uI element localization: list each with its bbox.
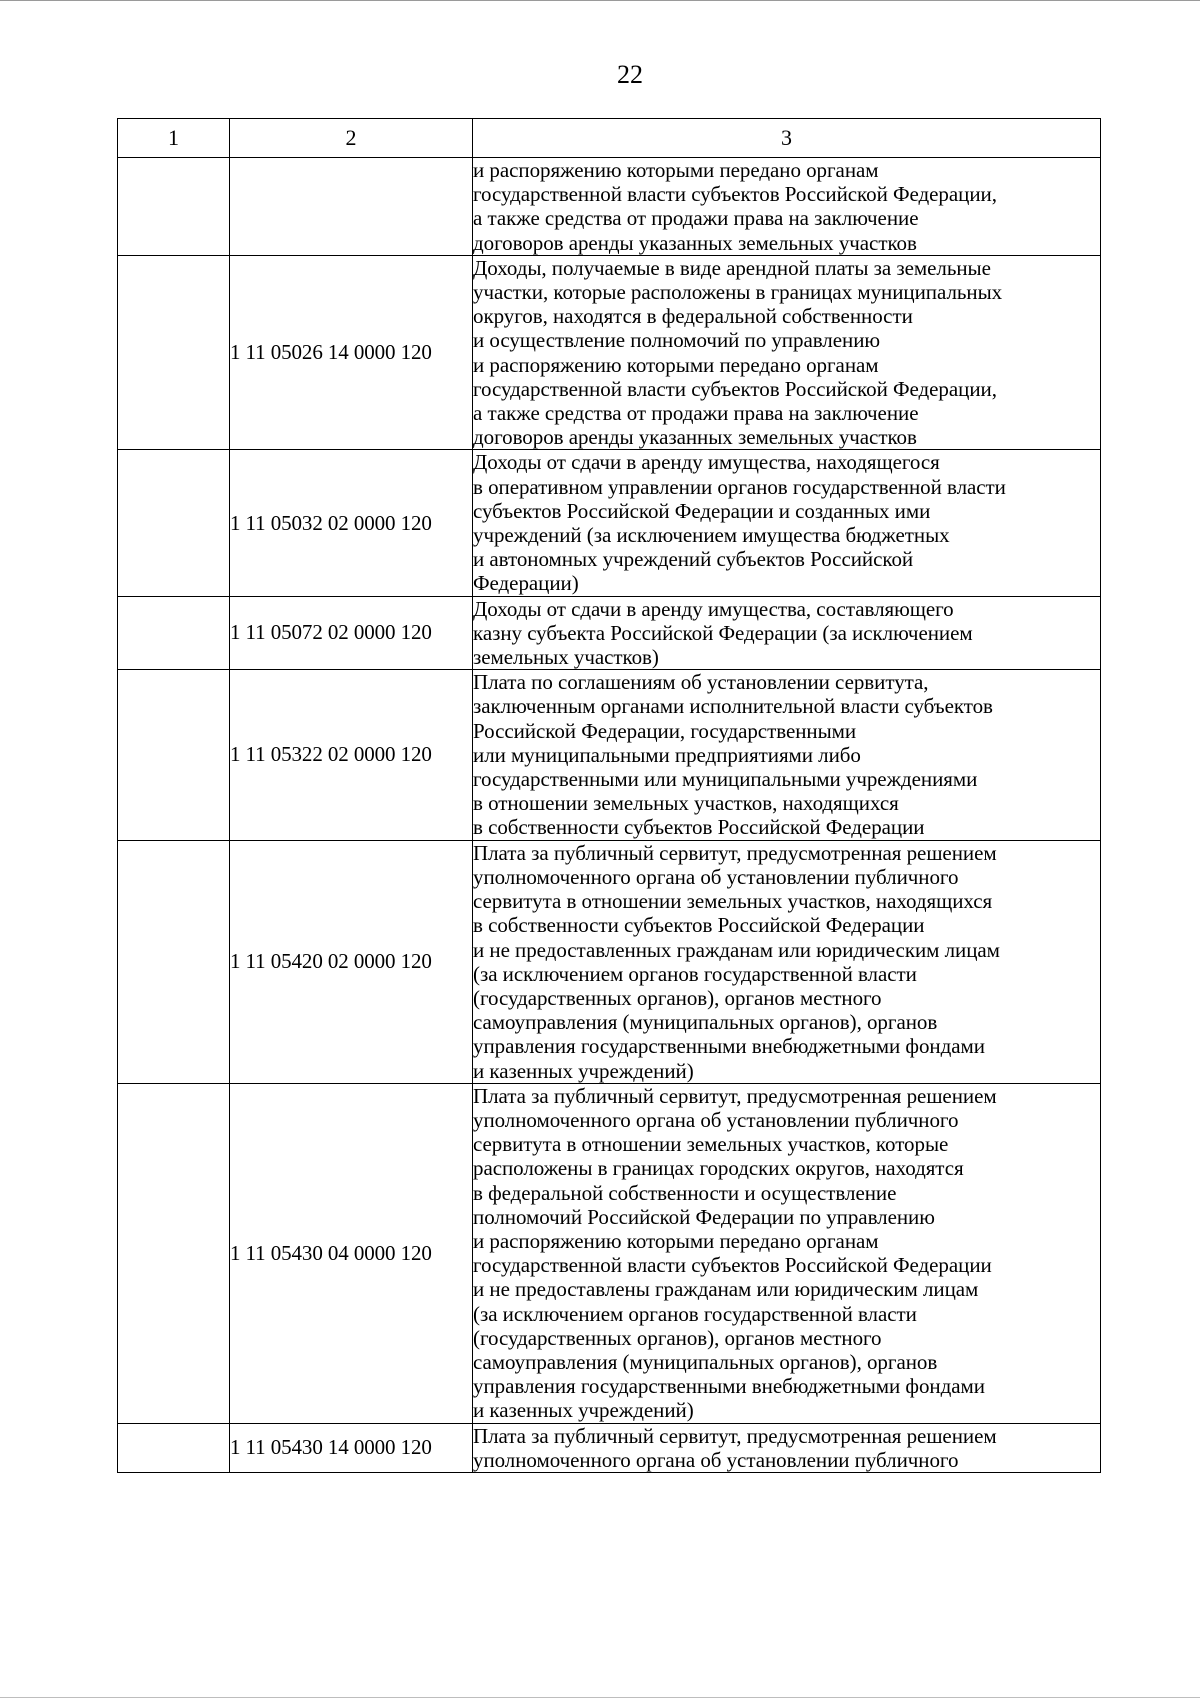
table-row <box>118 158 1101 256</box>
revenue-description: Доходы, получаемые в виде арендной платы за земельные участки, которые расположены в границах муниципальных округов, находятся в федеральной собственности и осуществление полномочий по управлению и распоряжению которыми передано органам государственной власти субъектов Российской Федерации, а также средства от продажи права на заключение договоров аренды указанных земельных участков <box>473 255 1101 450</box>
table-row <box>118 840 1101 1083</box>
revenue-description: Плата за публичный сервитут, предусмотренная решением уполномоченного органа об установлении публичного <box>473 1423 1101 1472</box>
revenue-code: 1 11 05032 02 0000 120 <box>230 450 473 596</box>
revenue-description: Плата за публичный сервитут, предусмотренная решением уполномоченного органа об установлении публичного сервитута в отношении земельных участков, находящихся в собственности субъектов Российской Федерации и не предоставленных гражданам или юридическим лицам (за исключением органов государственной власти (государственных органов), органов местного самоуправления (муниципальных органов), органов управления государственными внебюджетными фондами и казенных учреждений) <box>473 840 1101 1083</box>
table-row <box>118 596 1101 670</box>
table-header-row <box>118 119 1101 158</box>
revenue-description: и распоряжению которыми передано органам государственной власти субъектов Российской Федерации, а также средства от продажи права на заключение договоров аренды указанных земельных участков <box>473 158 1101 256</box>
revenue-code: 1 11 05026 14 0000 120 <box>230 255 473 450</box>
row-col-1 <box>118 670 230 840</box>
scan-edge-top <box>0 0 1200 1</box>
revenue-code: 1 11 05072 02 0000 120 <box>230 596 473 670</box>
row-col-1 <box>118 596 230 670</box>
revenue-description: Доходы от сдачи в аренду имущества, составляющего казну субъекта Российской Федерации (за исключением земельных участков) <box>473 596 1101 670</box>
table-row <box>118 255 1101 450</box>
row-col-1 <box>118 450 230 596</box>
table-row <box>118 670 1101 840</box>
header-col-1: 1 <box>118 119 230 158</box>
revenue-code: 1 11 05430 04 0000 120 <box>230 1083 473 1423</box>
row-col-1 <box>118 1423 230 1472</box>
revenue-description: Доходы от сдачи в аренду имущества, находящегося в оперативном управлении органов государственной власти субъектов Российской Федерации и созданных ими учреждений (за исключением имущества бюджетных и автономных учреждений субъектов Российской Федерации) <box>473 450 1101 596</box>
revenue-description: Плата по соглашениям об установлении сервитута, заключенным органами исполнительной власти субъектов Российской Федерации, государственными или муниципальными предприятиями либо государственными или муниципальными учреждениями в отношении земельных участков, находящихся в собственности субъектов Российской Федерации <box>473 670 1101 840</box>
row-col-1 <box>118 840 230 1083</box>
revenue-codes-table <box>117 118 1101 1473</box>
revenue-code: 1 11 05420 02 0000 120 <box>230 840 473 1083</box>
revenue-code <box>230 158 473 256</box>
row-col-1 <box>118 255 230 450</box>
revenue-description: Плата за публичный сервитут, предусмотренная решением уполномоченного органа об установлении публичного сервитута в отношении земельных участков, которые расположены в границах городских округов, находятся в федеральной собственности и осуществление полномочий Российской Федерации по управлению и распоряжению которыми передано органам государственной власти субъектов Российской Федерации и не предоставлены гражданам или юридическим лицам (за исключением органов государственной власти (государственных органов), органов местного самоуправления (муниципальных органов), органов управления государственными внебюджетными фондами и казенных учреждений) <box>473 1083 1101 1423</box>
row-col-1 <box>118 158 230 256</box>
table-row <box>118 450 1101 596</box>
revenue-code: 1 11 05430 14 0000 120 <box>230 1423 473 1472</box>
table-row <box>118 1083 1101 1423</box>
header-col-2: 2 <box>230 119 473 158</box>
row-col-1 <box>118 1083 230 1423</box>
header-col-3: 3 <box>473 119 1101 158</box>
table-row <box>118 1423 1101 1472</box>
page-number: 22 <box>617 60 643 89</box>
revenue-code: 1 11 05322 02 0000 120 <box>230 670 473 840</box>
